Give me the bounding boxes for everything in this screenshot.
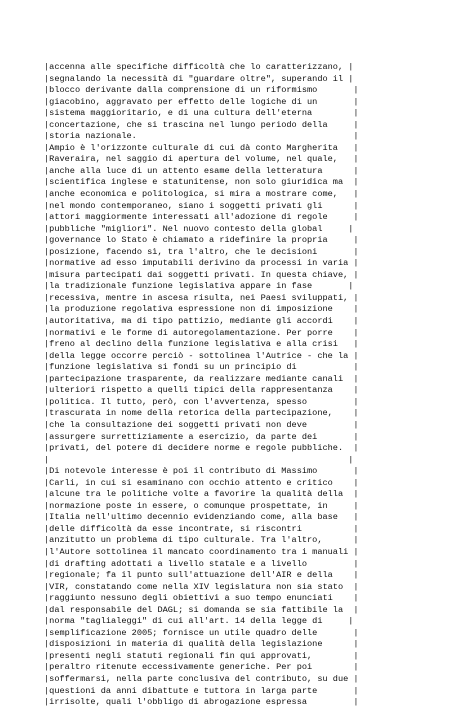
text-line: |l'Autore sottolinea il mancato coordinamento tra i manuali | bbox=[44, 546, 359, 557]
text-line: |soffermarsi, nella parte conclusiva del contributo, su due | bbox=[44, 673, 359, 684]
text-line: |storia nazionale. | bbox=[44, 131, 359, 142]
text-line: |Italia nell'ultimo decennio evidenziando come, alla base | bbox=[44, 512, 359, 523]
text-line: |Di notevole interesse è poi il contributo di Massimo | bbox=[44, 466, 359, 477]
text-line: |raggiunto nessuno degli obiettivi a suo tempo enunciati | bbox=[44, 593, 359, 604]
text-line: |freno al declino della funzione legislativa e alla crisi | bbox=[44, 339, 359, 350]
text-line: |attori maggiormente interessati all'adozione di regole | bbox=[44, 212, 359, 223]
text-line: |che la consultazione dei soggetti privati non deve | bbox=[44, 419, 359, 430]
text-line: |anche alla luce di un attento esame della letteratura | bbox=[44, 165, 359, 176]
text-line: |semplificazione 2005; fornisce un utile quadro delle | bbox=[44, 627, 359, 638]
text-line: |funzione legislativa si fondi su un principio di | bbox=[44, 362, 359, 373]
text-line: |questioni da anni dibattute e tuttora in larga parte | bbox=[44, 685, 359, 696]
text-line: |di drafting adottati a livello statale e a livello | bbox=[44, 558, 359, 569]
text-line: |normativi e le forme di autoregolamentazione. Per porre | bbox=[44, 327, 359, 338]
text-line: |delle difficoltà da esse incontrate, si riscontri | bbox=[44, 523, 359, 534]
text-line: |norma "taglialeggi" di cui all'art. 14 della legge di | bbox=[44, 616, 354, 627]
text-line: |segnalando la necessità di "guardare oltre", superando il | bbox=[44, 73, 354, 84]
text-line: |misura partecipati dai soggetti privati. In questa chiave, | bbox=[44, 269, 359, 280]
text-line: |scientifica inglese e statunitense, non solo giuridica ma | bbox=[44, 177, 359, 188]
text-line: |presenti negli statuti regionali fin qui approvati, | bbox=[44, 650, 359, 661]
text-line: |disposizioni in materia di qualità della legislazione | bbox=[44, 639, 359, 650]
text-line: |recessiva, mentre in ascesa risulta, nei Paesi sviluppati, | bbox=[44, 292, 359, 303]
text-line: | | bbox=[44, 454, 354, 465]
text-line: |normative ad esso imputabili derivino da processi in varia | bbox=[44, 258, 359, 269]
text-line: |sistema maggioritario, e di una cultura dell'eterna | bbox=[44, 108, 359, 119]
text-line: |governance lo Stato è chiamato a ridefinire la propria | bbox=[44, 235, 359, 246]
text-line: |la produzione regolativa espressione non di imposizione | bbox=[44, 304, 359, 315]
text-line: |peraltro ritenute eccessivamente generiche. Per poi | bbox=[44, 662, 359, 673]
text-line: |blocco derivante dalla comprensione di un riformismo | bbox=[44, 85, 359, 96]
text-line: |anzitutto un problema di tipo culturale. Tra l'altro, | bbox=[44, 535, 359, 546]
text-line: |assurgere surrettiziamente a esercizio, da parte dei | bbox=[44, 431, 359, 442]
text-line: |ulteriori rispetto a quelli tipici della rappresentanza | bbox=[44, 385, 359, 396]
text-line: |politica. Il tutto, però, con l'avvertenza, spesso | bbox=[44, 396, 359, 407]
text-line: |dal responsabile del DAGL; si domanda se sia fattibile la | bbox=[44, 604, 359, 615]
text-line: |trascurata in nome della retorica della partecipazione, | bbox=[44, 408, 359, 419]
text-line: |posizione, facendo sì, tra l'altro, che le decisioni | bbox=[44, 246, 359, 257]
text-line: |autoritativa, ma di tipo pattizio, mediante gli accordi | bbox=[44, 316, 359, 327]
text-line: |la tradizionale funzione legislativa appare in fase | bbox=[44, 281, 354, 292]
text-line: |Carli, in cui si esaminano con occhio attento e critico | bbox=[44, 477, 359, 488]
text-line: |privati, del potere di decidere norme e regole pubbliche. | bbox=[44, 443, 359, 454]
text-line: |partecipazione trasparente, da realizzare mediante canali | bbox=[44, 373, 359, 384]
text-line: |della legge occorre perciò - sottolinea l'Autrice - che la | bbox=[44, 350, 359, 361]
text-line: |nel mondo contemporaneo, siano i soggetti privati gli | bbox=[44, 200, 359, 211]
text-line: |concertazione, che si trascina nel lungo periodo della | bbox=[44, 119, 359, 130]
text-line: |giacobino, aggravato per effetto delle logiche di un | bbox=[44, 96, 359, 107]
text-line: |anche economica e politologica, si mira a mostrare come, | bbox=[44, 189, 359, 200]
text-line: |Raveraira, nel saggio di apertura del volume, nel quale, | bbox=[44, 154, 359, 165]
text-line: |Ampio è l'orizzonte culturale di cui dà conto Margherita | bbox=[44, 142, 359, 153]
document-text bbox=[44, 62, 374, 709]
text-line: |irrisolte, quali l'obbligo di abrogazione espressa | bbox=[44, 697, 359, 708]
text-line: |normazione poste in essere, o comunque prospettate, in | bbox=[44, 500, 359, 511]
text-line: |alcune tra le politiche volte a favorire la qualità della | bbox=[44, 489, 359, 500]
text-line: |pubbliche "migliori". Nel nuovo contesto della global | bbox=[44, 223, 354, 234]
text-line: |VIR, constatando come nella XIV legislatura non sia stato | bbox=[44, 581, 359, 592]
text-line: |regionale; fa il punto sull'attuazione dell'AIR e della | bbox=[44, 570, 359, 581]
text-line: |accenna alle specifiche difficoltà che lo caratterizzano, | bbox=[44, 62, 354, 72]
